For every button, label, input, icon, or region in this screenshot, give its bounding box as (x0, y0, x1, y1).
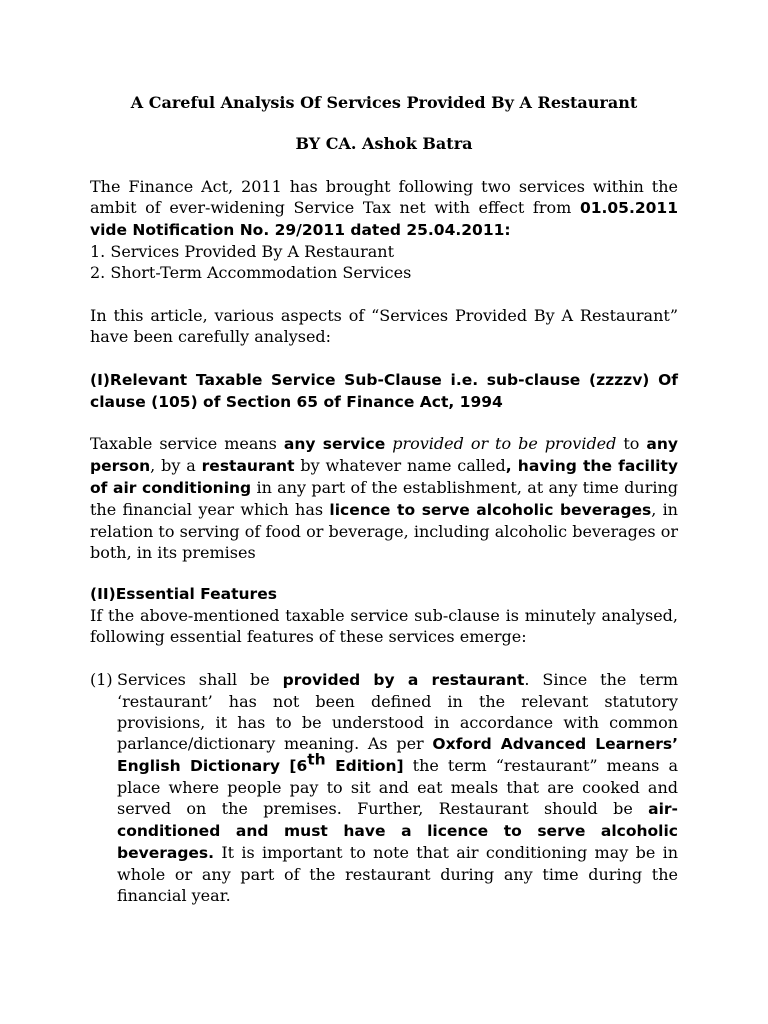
definition-italic: provided or to be provided (392, 434, 617, 453)
essential-features-intro: If the above-mentioned taxable service sub-clause is minutely analysed, following essential features of these services emerge: (90, 606, 678, 646)
feature-item-1 (90, 669, 678, 906)
definition-bold: restaurant (201, 457, 295, 475)
feature-bold: air- conditioned and must have a licence to serve alcoholic beverages. (117, 800, 678, 862)
definition-bold: , having the facility of air conditioning (90, 457, 678, 497)
document-page (90, 92, 678, 906)
feature-bold: provided by a restaurant (282, 671, 525, 689)
service-list-item: 1. Services Provided By A Restaurant (90, 242, 394, 261)
definition-bold: any service (283, 435, 386, 453)
service-list-item: 2. Short-Term Accommodation Services (90, 263, 412, 282)
section-heading-essential-features: (II)Essential Features (90, 585, 277, 603)
definition-text: to (616, 434, 647, 453)
feature-text: . Since the term ‘restaurant’ has not been defined in the relevant statutory provisions, it has to be understood in accordance with common parlance/dictionary meaning. As per (117, 670, 678, 753)
notification-reference: 01.05.2011 vide Notification No. 29/2011 dated 25.04.2011: (90, 199, 678, 239)
document-title: A Careful Analysis Of Services Provided By A Restaurant (130, 93, 638, 112)
feature-text: the term “restaurant” means a place where people pay to sit and eat meals that are cooked and served on the premises. Further, Restaurant should be (117, 756, 678, 818)
feature-item-number: (1) (90, 670, 113, 689)
definition-text: by whatever name called (294, 456, 506, 475)
feature-item-text (117, 669, 678, 906)
definition-text: , by a (150, 456, 202, 475)
author-byline: BY CA. Ashok Batra (295, 134, 473, 153)
feature-bold: Oxford Advanced Learners’ English Dictionary [6 (117, 735, 678, 775)
feature-superscript: th (307, 750, 326, 769)
intro-text: The Finance Act, 2011 has brought following two services within the ambit of ever-widening Service Tax net with effect from (90, 177, 678, 217)
section-heading-relevant-taxable-service: (I)Relevant Taxable Service Sub-Clause i.e. sub-clause (zzzzv) Of clause (105) of Section 65 of Finance Act, 1994 (90, 371, 678, 411)
definition-bold: any person (90, 435, 679, 475)
feature-text: Services shall be (117, 670, 283, 689)
feature-bold: Edition] (325, 757, 404, 775)
article-intro-paragraph: In this article, various aspects of “Services Provided By A Restaurant” have been carefully analysed: (90, 306, 678, 346)
definition-text: in any part of the establishment, at any time during the financial year which has (90, 478, 679, 519)
definition-text: Taxable service means (90, 434, 284, 453)
definition-text: , in relation to serving of food or beverage, including alcoholic beverages or both, in its premises (90, 500, 678, 562)
taxable-service-definition (90, 433, 678, 563)
feature-text: It is important to note that air conditioning may be in whole or any part of the restaurant during any time during the financial year. (117, 843, 678, 905)
definition-bold: licence to serve alcoholic beverages (329, 501, 652, 519)
intro-paragraph (90, 176, 678, 241)
